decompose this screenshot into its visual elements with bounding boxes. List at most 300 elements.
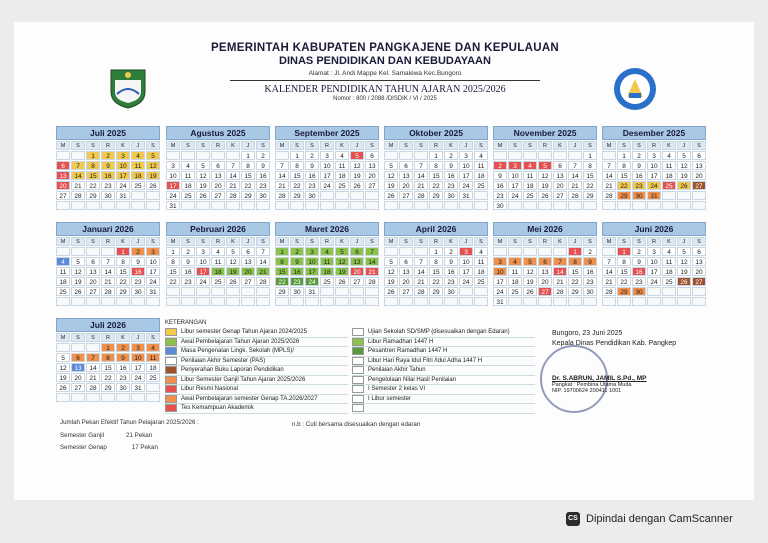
legend-label: Awal Pembelajaran semester Genap TA.2026/2027 [181,395,318,402]
day-cell: 2 [116,343,130,352]
notes-nb: n.b : Cuti bersama disesuaikan dengan edaran [292,421,421,428]
day-cell: 23 [101,181,115,190]
day-cell: 12 [71,267,85,276]
empty-cell [350,191,364,200]
day-cell: 13 [241,257,255,266]
empty-cell [677,297,691,306]
empty-cell [181,297,195,306]
day-cell: 1 [290,151,304,160]
legend-item [352,376,535,386]
day-cell: 4 [508,257,522,266]
legend-item [165,376,348,386]
empty-cell [226,287,240,296]
empty-cell [474,287,488,296]
empty-cell [493,151,507,160]
weekday-header: M [56,237,70,246]
empty-cell [56,151,70,160]
day-cell: 13 [71,363,85,372]
empty-cell [692,201,706,210]
empty-cell [384,201,398,210]
month-2 [275,126,379,210]
day-cell: 17 [647,171,661,180]
day-cell: 6 [86,257,100,266]
day-cell: 20 [71,373,85,382]
weekday-header: S [414,237,428,246]
day-cell: 30 [256,191,270,200]
day-cell: 8 [290,161,304,170]
empty-cell [632,201,646,210]
weekday-header: K [444,237,458,246]
day-cell: 9 [444,161,458,170]
signature-office: Kepala Dinas Pendidikan Kab. Pangkep [552,340,677,347]
weekday-header: K [226,141,240,150]
weekday-header: M [602,237,616,246]
day-cell: 30 [116,383,130,392]
day-cell: 17 [320,171,334,180]
day-cell: 2 [493,161,507,170]
legend-label: Penilaian Akhir Semester (PAS) [181,357,266,364]
day-cell: 5 [350,151,364,160]
weekday-header: S [692,237,706,246]
day-cell: 6 [399,161,413,170]
empty-cell [365,287,379,296]
day-cell: 27 [553,191,567,200]
day-cell: 30 [632,191,646,200]
day-cell: 29 [617,287,631,296]
camscanner-icon: CS [566,512,580,526]
day-cell: 19 [71,277,85,286]
day-cell: 3 [459,247,473,256]
day-cell: 16 [444,171,458,180]
day-cell: 24 [146,277,160,286]
month-grid [384,141,488,210]
weekday-header: K [662,237,676,246]
empty-cell [146,297,160,306]
legend-swatch [165,357,177,365]
day-cell: 26 [196,191,210,200]
day-cell: 10 [459,257,473,266]
empty-cell [662,287,676,296]
day-cell: 3 [493,257,507,266]
month-title: Juni 2026 [602,222,706,236]
day-cell: 2 [181,247,195,256]
day-cell: 15 [568,267,582,276]
day-cell: 29 [116,287,130,296]
empty-cell [305,201,319,210]
month-12 [56,318,160,402]
day-cell: 12 [538,171,552,180]
month-title: September 2025 [275,126,379,140]
day-cell: 13 [86,267,100,276]
day-cell: 17 [459,171,473,180]
weekday-header: R [429,237,443,246]
month-grid [166,237,270,306]
empty-cell [101,393,115,402]
day-cell: 5 [56,353,70,362]
weekday-header: R [538,237,552,246]
day-cell: 22 [617,277,631,286]
legend-item [352,338,535,348]
legend-swatch [352,366,364,374]
day-cell: 3 [647,247,661,256]
empty-cell [241,287,255,296]
empty-cell [116,201,130,210]
empty-cell [146,191,160,200]
legend-label: Masa Pengenalan Lingk. Sekolah (MPLS)/ [181,348,295,355]
day-cell: 12 [384,171,398,180]
camscanner-watermark [566,512,733,526]
empty-cell [181,201,195,210]
day-cell: 11 [474,257,488,266]
legend-swatch [352,357,364,365]
day-cell: 6 [56,161,70,170]
day-cell: 27 [350,277,364,286]
empty-cell [181,151,195,160]
empty-cell [131,201,145,210]
day-cell: 23 [181,277,195,286]
day-cell: 8 [617,161,631,170]
day-cell: 8 [568,257,582,266]
empty-cell [101,297,115,306]
day-cell: 25 [56,287,70,296]
empty-cell [583,201,597,210]
day-cell: 21 [86,373,100,382]
empty-cell [602,297,616,306]
empty-cell [101,201,115,210]
legend-label: Pesantren Ramadhan 1447 H [368,348,448,355]
empty-cell [617,297,631,306]
day-cell: 27 [399,287,413,296]
month-grid [56,237,160,306]
month-grid [602,237,706,306]
day-cell: 7 [365,247,379,256]
header-divider [230,80,540,81]
empty-cell [241,201,255,210]
day-cell: 28 [86,383,100,392]
day-cell: 23 [632,277,646,286]
day-cell: 28 [602,191,616,200]
weekday-header: K [116,237,130,246]
day-cell: 3 [459,151,473,160]
legend-swatch [352,404,364,412]
day-cell: 17 [647,267,661,276]
day-cell: 18 [662,267,676,276]
header-department: DINAS PENDIDIKAN DAN KEBUDAYAAN [279,55,491,67]
day-cell: 14 [256,257,270,266]
month-3 [384,126,488,210]
day-cell: 17 [508,181,522,190]
day-cell: 5 [146,151,160,160]
empty-cell [166,287,180,296]
day-cell: 18 [523,181,537,190]
month-title: Juli 2025 [56,126,160,140]
empty-cell [677,191,691,200]
weekday-header: S [305,237,319,246]
empty-cell [583,297,597,306]
empty-cell [553,151,567,160]
weekday-header: S [196,141,210,150]
legend-item [165,357,348,367]
day-cell: 10 [166,171,180,180]
empty-cell [211,297,225,306]
day-cell: 12 [350,161,364,170]
day-cell: 21 [414,181,428,190]
day-cell: 13 [399,267,413,276]
day-cell: 18 [146,363,160,372]
weekday-header: S [256,141,270,150]
legend-swatch [352,385,364,393]
day-cell: 5 [384,161,398,170]
day-cell: 4 [211,247,225,256]
empty-cell [523,151,537,160]
month-title: Juli 2026 [56,318,160,332]
legend-item [165,395,348,405]
day-cell: 21 [553,277,567,286]
day-cell: 20 [399,277,413,286]
day-cell: 26 [146,181,160,190]
weekday-header: R [101,237,115,246]
weekday-header: J [131,141,145,150]
day-cell: 1 [583,151,597,160]
day-cell: 18 [508,277,522,286]
empty-cell [399,247,413,256]
month-7 [166,222,270,306]
empty-cell [256,287,270,296]
day-cell: 3 [166,161,180,170]
day-cell: 11 [56,267,70,276]
legend-item [352,404,535,414]
weekday-header: M [493,141,507,150]
day-cell: 24 [647,277,661,286]
month-grid [275,141,379,210]
day-cell: 20 [350,267,364,276]
day-cell: 9 [290,257,304,266]
day-cell: 26 [56,383,70,392]
day-cell: 10 [116,161,130,170]
weekday-header: J [459,141,473,150]
legend-swatch [165,328,177,336]
empty-cell [350,287,364,296]
weekday-header: S [583,237,597,246]
day-cell: 7 [226,161,240,170]
day-cell: 22 [166,277,180,286]
empty-cell [196,151,210,160]
day-cell: 9 [116,353,130,362]
empty-cell [365,297,379,306]
empty-cell [429,297,443,306]
day-cell: 14 [86,363,100,372]
day-cell: 19 [335,267,349,276]
day-cell: 7 [568,161,582,170]
day-cell: 9 [305,161,319,170]
day-cell: 17 [131,363,145,372]
empty-cell [602,151,616,160]
day-cell: 26 [226,277,240,286]
day-cell: 1 [617,247,631,256]
day-cell: 20 [553,181,567,190]
empty-cell [241,297,255,306]
weekday-header: S [181,237,195,246]
day-cell: 3 [116,151,130,160]
empty-cell [459,297,473,306]
legend-label: I Libur semester [368,395,412,402]
day-cell: 21 [275,181,289,190]
day-cell: 28 [226,191,240,200]
signature-nip: NIP. 19700624 200411 1001 [552,388,622,394]
empty-cell [56,201,70,210]
day-cell: 26 [677,181,691,190]
day-cell: 30 [493,201,507,210]
day-cell: 21 [256,267,270,276]
weekday-header: J [677,141,691,150]
weekday-header: S [290,141,304,150]
empty-cell [523,247,537,256]
weekday-header: S [632,237,646,246]
empty-cell [399,201,413,210]
empty-cell [275,151,289,160]
day-cell: 3 [305,247,319,256]
weekday-header: R [320,237,334,246]
day-cell: 14 [365,257,379,266]
month-title: Agustus 2025 [166,126,270,140]
day-cell: 14 [275,171,289,180]
day-cell: 4 [56,257,70,266]
empty-cell [335,201,349,210]
day-cell: 5 [677,151,691,160]
month-title: Desember 2025 [602,126,706,140]
day-cell: 28 [414,287,428,296]
header-government: PEMERINTAH KABUPATEN PANGKAJENE DAN KEPULAUAN [210,42,560,54]
day-cell: 28 [365,277,379,286]
day-cell: 17 [305,267,319,276]
weekday-header: K [444,141,458,150]
regency-logo-icon [107,66,149,110]
day-cell: 27 [211,191,225,200]
day-cell: 15 [429,171,443,180]
weekday-header: R [211,237,225,246]
day-cell: 20 [211,181,225,190]
empty-cell [56,247,70,256]
empty-cell [196,201,210,210]
day-cell: 29 [101,383,115,392]
empty-cell [662,201,676,210]
day-cell: 7 [256,247,270,256]
empty-cell [384,151,398,160]
day-cell: 6 [350,247,364,256]
day-cell: 6 [211,161,225,170]
day-cell: 31 [305,287,319,296]
day-cell: 24 [196,277,210,286]
empty-cell [256,201,270,210]
day-cell: 17 [196,267,210,276]
day-cell: 19 [226,267,240,276]
weekday-header: S [86,141,100,150]
day-cell: 10 [459,161,473,170]
day-cell: 18 [131,171,145,180]
day-cell: 29 [617,191,631,200]
weekday-header: R [101,333,115,342]
empty-cell [365,201,379,210]
day-cell: 14 [602,267,616,276]
day-cell: 29 [290,191,304,200]
day-cell: 25 [320,277,334,286]
legend-label: Tes Kemampuan Akademik [181,405,254,412]
weekday-header: R [647,237,661,246]
empty-cell [320,191,334,200]
day-cell: 28 [256,277,270,286]
month-9 [384,222,488,306]
day-cell: 25 [662,277,676,286]
day-cell: 4 [146,343,160,352]
empty-cell [553,247,567,256]
legend-swatch [165,338,177,346]
legend-swatch [352,338,364,346]
day-cell: 15 [166,267,180,276]
day-cell: 19 [56,373,70,382]
empty-cell [384,247,398,256]
day-cell: 24 [647,181,661,190]
day-cell: 7 [275,161,289,170]
empty-cell [444,297,458,306]
day-cell: 3 [320,151,334,160]
day-cell: 25 [523,191,537,200]
day-cell: 11 [662,161,676,170]
day-cell: 18 [320,267,334,276]
empty-cell [429,201,443,210]
day-cell: 2 [290,247,304,256]
notes-genap-label: Semester Genap [60,444,107,451]
empty-cell [226,151,240,160]
day-cell: 31 [459,191,473,200]
day-cell: 4 [662,247,676,256]
weekday-header: S [290,237,304,246]
day-cell: 22 [86,181,100,190]
day-cell: 17 [459,267,473,276]
day-cell: 14 [602,171,616,180]
day-cell: 1 [429,247,443,256]
empty-cell [71,151,85,160]
day-cell: 12 [523,267,537,276]
day-cell: 3 [196,247,210,256]
weekday-header: S [146,141,160,150]
day-cell: 20 [692,171,706,180]
month-grid [275,237,379,306]
day-cell: 6 [692,247,706,256]
empty-cell [146,393,160,402]
day-cell: 19 [146,171,160,180]
month-title: April 2026 [384,222,488,236]
empty-cell [474,191,488,200]
day-cell: 14 [414,267,428,276]
day-cell: 17 [493,277,507,286]
day-cell: 25 [146,373,160,382]
day-cell: 29 [275,287,289,296]
day-cell: 10 [305,257,319,266]
empty-cell [131,297,145,306]
day-cell: 28 [275,191,289,200]
day-cell: 30 [131,287,145,296]
empty-cell [632,297,646,306]
empty-cell [86,201,100,210]
empty-cell [399,151,413,160]
day-cell: 1 [275,247,289,256]
weekday-header: R [211,141,225,150]
empty-cell [444,201,458,210]
legend-swatch [165,385,177,393]
day-cell: 12 [56,363,70,372]
day-cell: 9 [131,257,145,266]
day-cell: 18 [474,171,488,180]
